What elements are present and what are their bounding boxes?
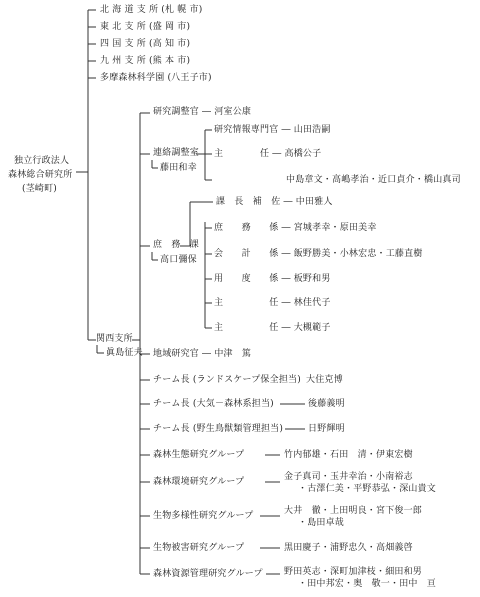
regional-officer: 地域研究官 ― 中津 篤 xyxy=(153,349,252,359)
info-officer: 研究情報専門官 ― 山田浩嗣 xyxy=(214,125,331,135)
liaison-office: 連絡調整室 xyxy=(153,148,200,158)
kansai-branch: 関西支所 xyxy=(96,334,133,344)
liaison-chief: 主 任 ― 高橋公子 xyxy=(214,149,322,159)
group-name: 森林生態研究グループ xyxy=(153,450,245,460)
branch-tohoku: 東 北 支 所 (盛 岡 市) xyxy=(100,22,191,32)
ga-section: 主 任 ― 林佳代子 xyxy=(214,298,331,308)
ga-section: 会 計 係 ― 飯野勝美・小林宏忠・工藤直樹 xyxy=(214,249,423,259)
ga-deputy: 課 長 補 佐 ― 中田雅人 xyxy=(216,197,333,207)
group-member: ・田中邦宏・奥 敬一・田中 亘 xyxy=(298,579,437,589)
team-member: 後藤義明 xyxy=(308,399,345,409)
branch-kyushu: 九 州 支 所 (熊 本 市) xyxy=(100,56,191,66)
branch-hokkaido: 北 海 道 支 所 (札 幌 市) xyxy=(100,5,203,15)
branch-tama: 多摩森林科学園 (八王子市) xyxy=(100,73,212,83)
group-name: 森林資源管理研究グループ xyxy=(153,569,263,579)
group-member: 金子真司・玉井幸治・小南裕志 xyxy=(284,472,413,482)
group-member: 黒田慶子・浦野忠久・高畑義啓 xyxy=(284,543,413,553)
group-member: 大井 徹・上田明良・宮下俊一郎 xyxy=(284,506,423,516)
ga-head: 高口彌保 xyxy=(160,255,197,265)
group-member: 竹内郁雄・石田 清・伊東宏樹 xyxy=(284,450,413,460)
ga-section: 用 度 係 ― 板野和男 xyxy=(214,274,331,284)
liaison-head: 藤田和幸 xyxy=(160,163,197,173)
group-name: 生物多様性研究グループ xyxy=(153,511,254,521)
team-name: チーム長 (ランドスケープ保全担当) xyxy=(153,375,301,385)
branch-shikoku: 四 国 支 所 (高 知 市) xyxy=(100,39,191,49)
liaison-members: 中島章文・高嶋孝治・近口貞介・橋山真司 xyxy=(286,175,461,185)
team-member: 大住克博 xyxy=(306,375,343,385)
group-member: 野田英志・深町加津枝・細田和男 xyxy=(284,567,423,577)
group-name: 生物被害研究グループ xyxy=(153,543,245,553)
research-coordinator: 研究調整官 ― 河室公康 xyxy=(153,107,252,117)
group-member: ・島田卓哉 xyxy=(298,518,345,528)
root-label-3: (茎崎町) xyxy=(22,184,58,194)
root-label-2: 森林総合研究所 xyxy=(8,170,73,180)
ga-division: 庶 務 課 xyxy=(153,240,200,250)
team-member: 日野輝明 xyxy=(308,424,345,434)
root-label-1: 独立行政法人 xyxy=(14,156,70,166)
group-member: ・古澤仁美・平野恭弘・深山貴文 xyxy=(298,484,437,494)
group-name: 森林環境研究グループ xyxy=(153,477,245,487)
ga-section: 庶 務 係 ― 宮城孝幸・原田美幸 xyxy=(214,223,377,233)
kansai-head: 眞島征夫 xyxy=(106,348,143,358)
team-name: チーム長 (野生鳥獣類管理担当) xyxy=(153,424,284,434)
team-name: チーム長 (大気－森林系担当) xyxy=(153,399,274,409)
ga-section: 主 任 ― 大槻範子 xyxy=(214,323,331,333)
